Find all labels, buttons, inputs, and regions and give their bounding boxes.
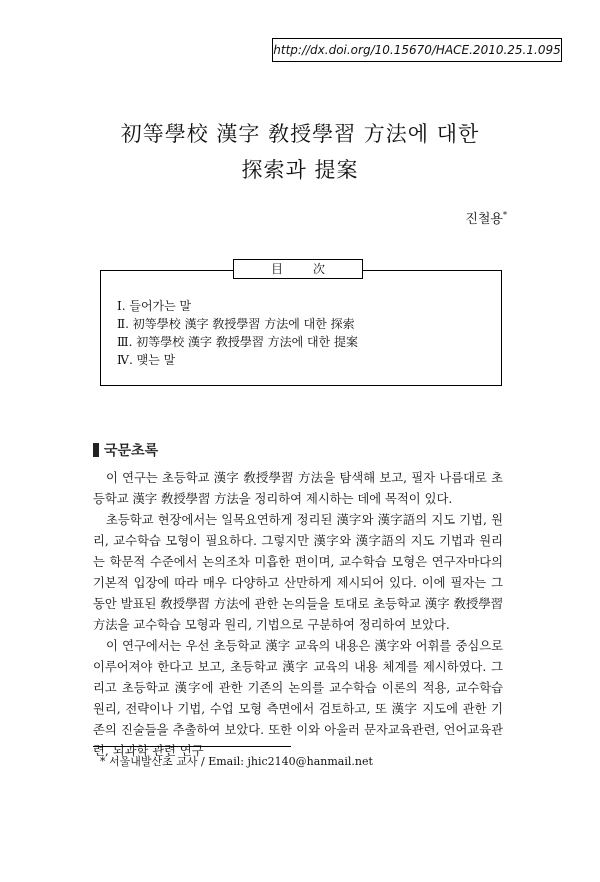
paper-title-line2: 探索과 提案 — [241, 158, 359, 182]
toc-item-2: Ⅱ. 初等學校 漢字 敎授學習 方法에 대한 探索 — [117, 317, 355, 331]
author-name: 진철용 — [465, 212, 503, 227]
footnote-divider — [93, 746, 291, 747]
toc-item-4: Ⅳ. 맺는 말 — [117, 353, 176, 367]
heading-bar-icon — [93, 443, 99, 457]
author-footnote-mark: * — [503, 210, 507, 220]
abstract-paragraph-1: 이 연구는 초등학교 漢字 敎授學習 方法을 탐색해 보고, 필자 나름대로 초등학교 漢字 敎授學習 方法을 정리하여 제시하는 데에 목적이 있다. — [93, 471, 503, 506]
toc-list — [117, 297, 358, 369]
toc-item-1: Ⅰ. 들어가는 말 — [117, 299, 192, 313]
footnote: * 서울내발산초 교사 / Email: jhic2140@hanmail.net — [100, 755, 373, 768]
paper-title-line1: 初等學校 漢字 敎授學習 方法에 대한 — [120, 122, 480, 146]
abstract-paragraph-2: 초등학교 현장에서는 일목요연하게 정리된 漢字와 漢字語의 지도 기법, 원리, 교수학습 모형이 필요하다. 그렇지만 漢字와 漢字語의 지도 기법과 원리는 학문적 수준에서 논의조차 미흡한 편이며, 교수학습 모형은 연구자마다의 기본적 입장에 따라 매우 다양하고 산만하게 제시되어 있다. 이에 필자는 그동안 발표된 敎授學習 方法에 관한 논의들을 토대로 초등학교 漢字 敎授學習 方法을 교수학습 모형과 원리, 기법으로 구분하여 정리하여 보았다. — [93, 513, 503, 632]
author — [465, 208, 507, 227]
abstract-paragraph-3: 이 연구에서는 우선 초등학교 漢字 교육의 내용은 漢字와 어휘를 중심으로 이루어져야 한다고 보고, 초등학교 漢字 교육의 내용 체계를 제시하였다. 그리고 초등학교 漢字에 관한 기존의 논의를 교수학습 이론의 적용, 교수학습 원리, 전략이나 기법, 수업 모형 측면에서 검토하고, 또 漢字 지도에 관한 기존의 진술들을 추출하여 보았다. 또한 이와 아울러 문자교육관련, 언어교육관련, 뇌과학 관련 연구 — [93, 639, 503, 758]
toc-item-3: Ⅲ. 初等學校 漢字 敎授學習 方法에 대한 提案 — [117, 335, 359, 349]
doi-link[interactable]: http://dx.doi.org/10.15670/HACE.2010.25.1.095 — [272, 38, 562, 62]
abstract-heading — [93, 440, 158, 460]
abstract-body — [93, 468, 503, 762]
toc-heading: 目次 — [233, 259, 363, 279]
abstract-heading-label: 국문초록 — [104, 443, 159, 459]
